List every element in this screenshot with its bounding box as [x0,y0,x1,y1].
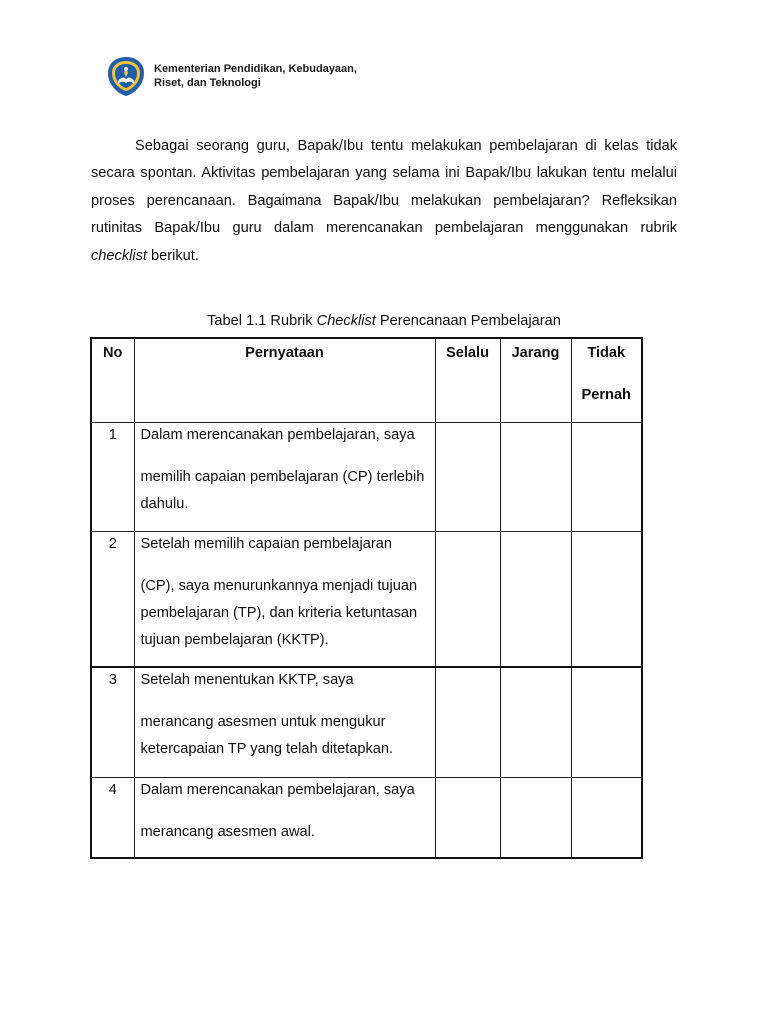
header-rarely: Jarang [500,338,571,422]
intro-paragraph [91,133,677,270]
row-statement: Dalam merencanakan pembelajaran, saya merancang asesmen awal. [134,777,435,858]
checkbox-cell-never[interactable] [571,777,642,858]
checkbox-cell-rarely[interactable] [500,531,571,667]
checkbox-cell-never[interactable] [571,422,642,531]
row-number: 4 [91,777,134,858]
intro-italic-term: checklist [91,247,147,264]
ministry-logo-icon [106,55,146,97]
header-never: Tidak Pernah [571,338,642,422]
checkbox-cell-always[interactable] [435,777,500,858]
table-row [91,777,642,858]
header-always: Selalu [435,338,500,422]
header-statement: Pernyataan [134,338,435,422]
row-statement: Dalam merencanakan pembelajaran, saya memilih capaian pembelajaran (CP) terlebih dahulu. [134,422,435,531]
table-row [91,667,642,777]
table-row [91,531,642,667]
checklist-rubric-table [90,337,643,859]
row-number: 1 [91,422,134,531]
checkbox-cell-never[interactable] [571,531,642,667]
table-caption: Tabel 1.1 Rubrik Checklist Perencanaan Pembelajaran [207,313,561,329]
intro-text-end: berikut. [146,247,199,264]
checkbox-cell-never[interactable] [571,667,642,777]
table-row [91,422,642,531]
agency-name-line2: Riset, dan Teknologi [154,77,261,89]
row-statement: Setelah memilih capaian pembelajaran (CP), saya menurunkannya menjadi tujuan pembelajaran (TP), dan kriteria ketuntasan tujuan pembelajaran (KKTP). [134,531,435,667]
checkbox-cell-always[interactable] [435,531,500,667]
intro-text: Sebagai seorang guru, Bapak/Ibu tentu melakukan pembelajaran di kelas tidak secara spontan. Aktivitas pembelajaran yang selama ini Bapak/Ibu lakukan tentu melalui proses perencanaan. Bagaimana Bapak/Ibu melakukan pembelajaran? Refleksikan rutinitas Bapak/Ibu guru dalam merencanakan pembelajaran menggunakan rubrik [91,138,677,237]
row-number: 2 [91,531,134,667]
checkbox-cell-rarely[interactable] [500,777,571,858]
checkbox-cell-always[interactable] [435,422,500,531]
row-number: 3 [91,667,134,777]
checkbox-cell-always[interactable] [435,667,500,777]
checkbox-cell-rarely[interactable] [500,422,571,531]
row-statement: Setelah menentukan KKTP, saya merancang asesmen untuk mengukur ketercapaian TP yang telah ditetapkan. [134,667,435,777]
ministry-header [106,55,357,97]
agency-name-line1: Kementerian Pendidikan, Kebudayaan, [154,63,357,75]
header-no: No [91,338,134,422]
table-header-row [91,338,642,422]
agency-name [154,62,357,90]
checkbox-cell-rarely[interactable] [500,667,571,777]
